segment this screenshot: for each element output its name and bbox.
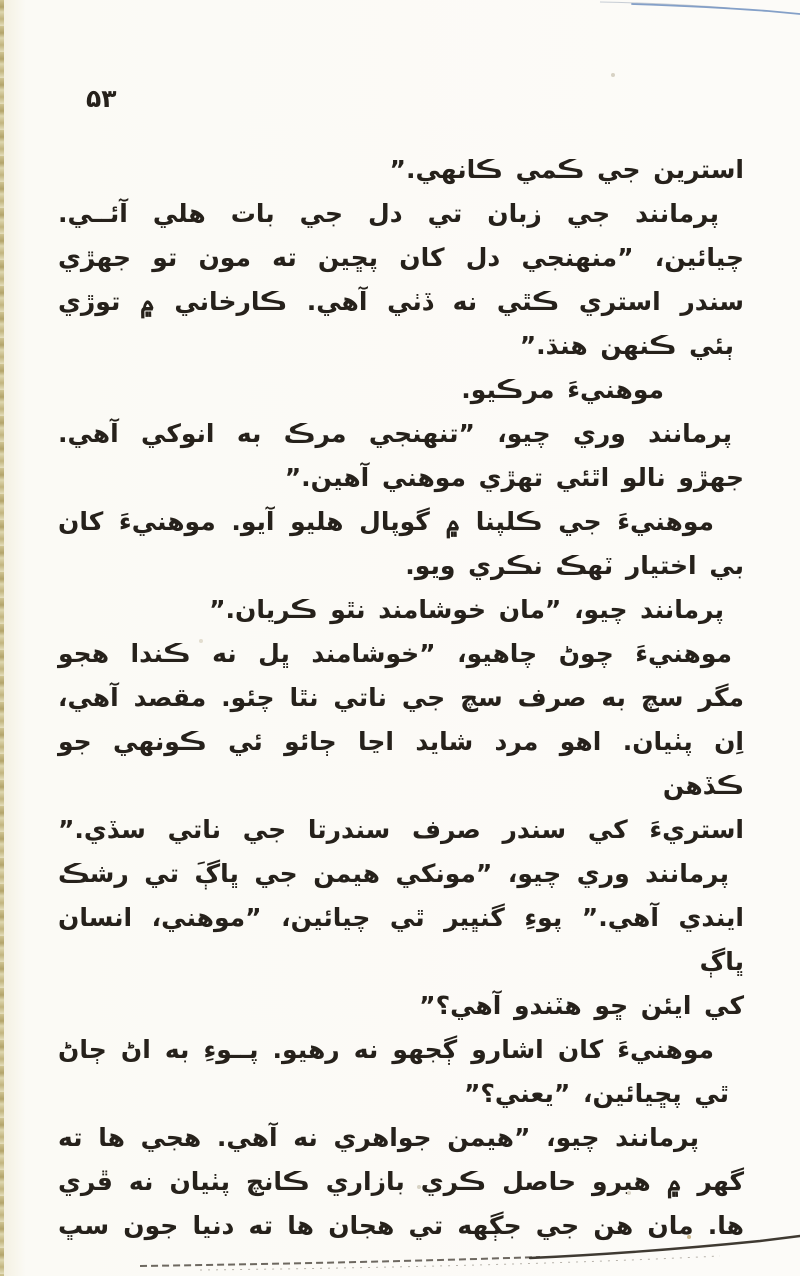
- text-line: ٻئي ڪنهن هنڌ.”: [519, 331, 734, 360]
- text-line: ايندي آهي.” پوءِ گنڀير ٿي چيائين، ”موهني، انسان ڀاڳ: [58, 903, 744, 976]
- scan-specks: [0, 0, 2, 2]
- text-line: کي ايئن ڇو هٽندو آهي؟”: [419, 991, 744, 1020]
- page-number: ۵۳: [86, 84, 117, 113]
- text-line: ها. مان هن جي جڳهه تي هجان ها ته دنيا جون سڀ: [58, 1211, 744, 1240]
- text-line: بي اختيار ٽهڪ نڪري ويو.: [405, 551, 744, 580]
- text-line: پرمانند چيو، ”مان خوشامند نٿو ڪريان.”: [209, 595, 724, 624]
- text-line: موهنيءَ جي ڪلپنا ۾ گوپال هليو آيو. موهنيءَ کان: [58, 507, 714, 536]
- text-line: پرمانند وري چيو، ”تنهنجي مرڪ به انوکي آهي.: [58, 419, 732, 448]
- text-line: پرمانند چيو، ”هيمن جواهري نه آهي. هجي ها ته: [58, 1123, 699, 1152]
- text-line: موهنيءَ مرڪيو.: [461, 375, 664, 404]
- text-line: چيائين، ”منهنجي دل کان پڇين ته مون تو جهڙي: [58, 243, 744, 272]
- text-line: سندر استري ڪٿي نه ڏٺي آهي. ڪارخاني ۾ توڙي: [58, 287, 744, 316]
- text-line: ٿي پڇيائين، ”يعني؟”: [463, 1079, 729, 1108]
- text-line: اِن پٺيان. اهو مرد شايد اڃا ڄائو ئي ڪونهي جو ڪڏهن: [58, 727, 744, 800]
- text-line: موهنيءَ کان اشارو ڳجهو نه رهيو. پــوءِ به اڻ ڄاڻ: [58, 1035, 714, 1064]
- text-block: [58, 148, 744, 1248]
- text-line: استرين جي ڪمي ڪانهي.”: [389, 155, 744, 184]
- text-line: مگر سچ به صرف سچ جي ناتي نٿا چئو. مقصد آهي،: [58, 683, 744, 712]
- text-line: استريءَ کي سندر صرف سندرتا جي ناتي سڏي.”: [58, 815, 744, 844]
- text-line: پرمانند وري چيو، ”مونکي هيمن جي ڀاڳَ تي رشڪ: [58, 859, 729, 888]
- pencil-mark: [0, 0, 800, 24]
- text-line: گهر ۾ هيرو حاصل ڪري بازاري ڪانچ پٺيان نه ڦري: [58, 1167, 744, 1196]
- text-line: جهڙو نالو اٿئي تهڙي موهني آهين.”: [284, 463, 744, 492]
- left-page-edge: [0, 0, 4, 1276]
- text-line: موهنيءَ چوڻ چاهيو، ”خوشامند ڀل نه ڪندا هجو: [58, 639, 732, 668]
- text-line: پرمانند جي زبان تي دل جي بات هلي آئــي.: [58, 199, 719, 228]
